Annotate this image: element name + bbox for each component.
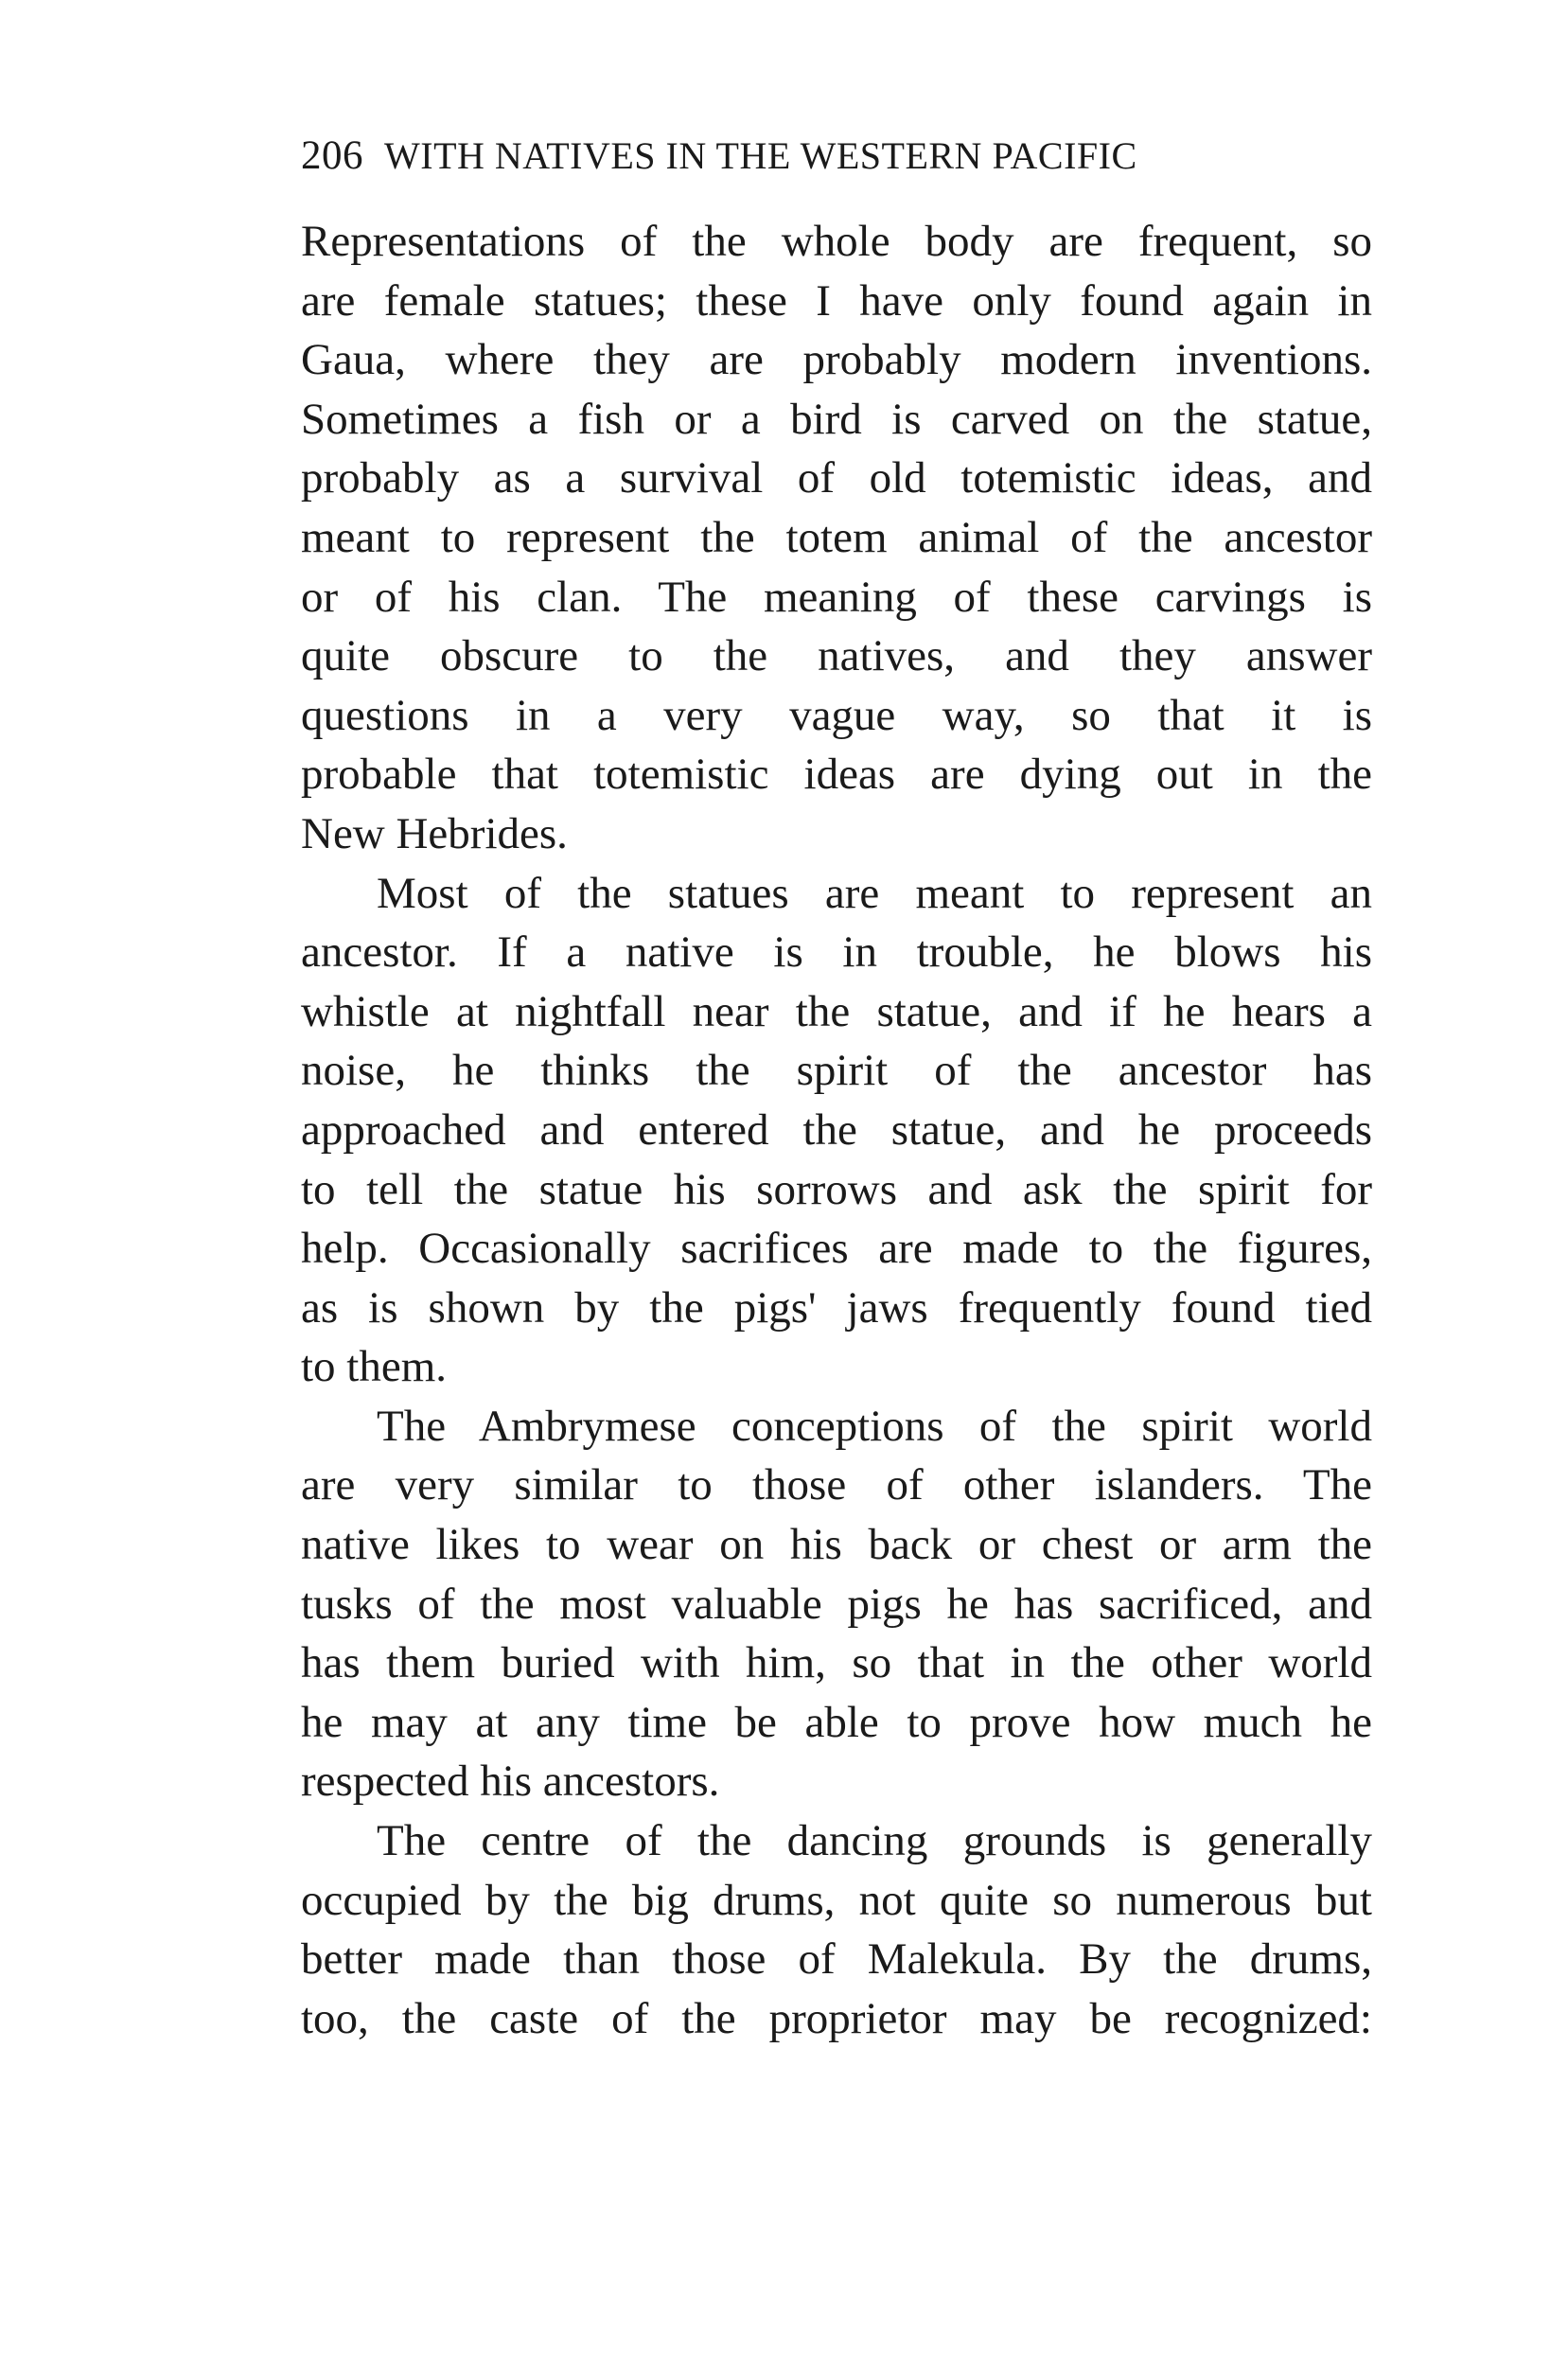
page-number: 206 <box>301 133 363 178</box>
text-line: The centre of the dancing grounds is generally <box>377 1816 1372 1866</box>
running-head <box>301 132 1372 189</box>
text-line: tusks of the most valuable pigs he has sacrificed, and <box>301 1579 1372 1629</box>
text-line: meant to represent the totem animal of the ancestor <box>301 512 1372 562</box>
text-line: whistle at nightfall near the statue, and if he hears a <box>301 986 1372 1036</box>
text-line: are female statues; these I have only found again in <box>301 275 1372 326</box>
text-line: probably as a survival of old totemistic ideas, and <box>301 453 1372 503</box>
text-line: to tell the statue his sorrows and ask the spirit for <box>301 1164 1372 1214</box>
running-title: WITH NATIVES IN THE WESTERN PACIFIC <box>384 134 1137 177</box>
text-line: occupied by the big drums, not quite so numerous but <box>301 1875 1372 1925</box>
text-line: or of his clan. The meaning of these carvings is <box>301 572 1372 622</box>
text-line: Gaua, where they are probably modern inventions. <box>301 335 1372 385</box>
text-line: New Hebrides. <box>301 808 568 858</box>
text-line: too, the caste of the proprietor may be recognized: <box>301 1993 1372 2043</box>
text-line: Most of the statues are meant to represent an <box>377 868 1372 918</box>
text-line: Sometimes a fish or a bird is carved on the statue, <box>301 394 1372 444</box>
text-line: native likes to wear on his back or chest or arm the <box>301 1520 1372 1570</box>
text-line: better made than those of Malekula. By the drums, <box>301 1934 1372 1985</box>
text-line: noise, he thinks the spirit of the ancestor has <box>301 1046 1372 1096</box>
text-line: questions in a very vague way, so that it is <box>301 690 1372 740</box>
text-line: approached and entered the statue, and he proceeds <box>301 1104 1372 1155</box>
body-text <box>301 212 1372 2048</box>
text-line: ancestor. If a native is in trouble, he blows his <box>301 927 1372 978</box>
text-line: as is shown by the pigs' jaws frequently found tied <box>301 1282 1372 1333</box>
text-line: he may at any time be able to prove how much he <box>301 1697 1372 1747</box>
text-line: has them buried with him, so that in the other world <box>301 1638 1372 1688</box>
text-line: quite obscure to the natives, and they answer <box>301 631 1372 681</box>
text-line: probable that totemistic ideas are dying out in the <box>301 750 1372 800</box>
text-line: Representations of the whole body are frequent, so <box>301 217 1372 266</box>
text-line: respected his ancestors. <box>301 1757 720 1807</box>
text-line: to them. <box>301 1342 448 1392</box>
text-line: The Ambrymese conceptions of the spirit world <box>377 1401 1372 1451</box>
text-line: help. Occasionally sacrifices are made to the figures, <box>301 1224 1372 1274</box>
text-line: are very similar to those of other islanders. The <box>301 1460 1372 1510</box>
